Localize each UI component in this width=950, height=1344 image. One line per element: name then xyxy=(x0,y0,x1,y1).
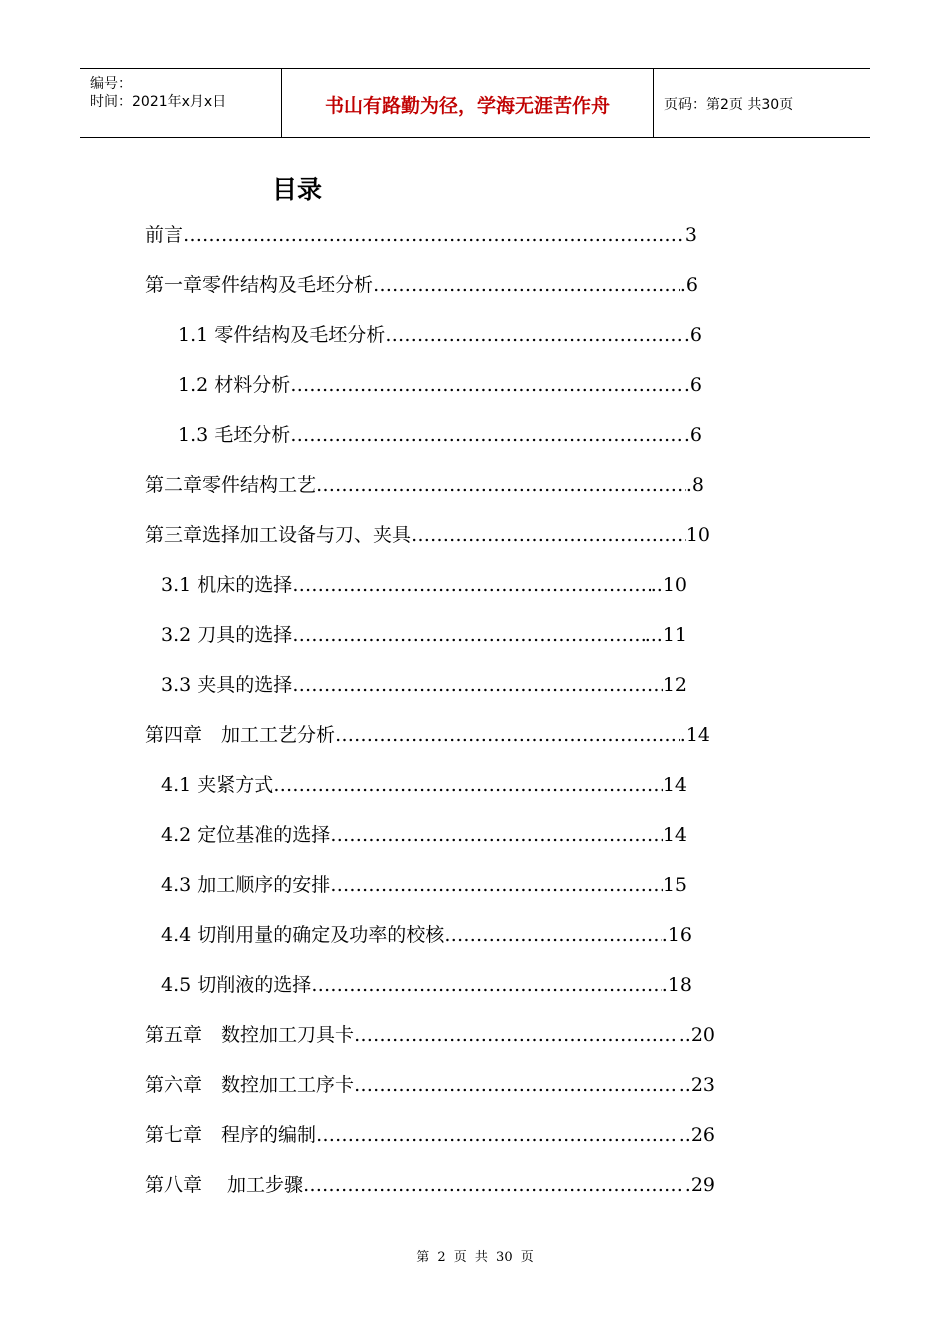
toc-entry[interactable] xyxy=(161,870,687,900)
toc-entry-page: ..23 xyxy=(678,1074,715,1096)
toc-dot-leader xyxy=(444,924,662,946)
toc-entry-label: 1.3 毛坯分析 xyxy=(178,424,291,446)
toc-entry-page: .18 xyxy=(661,974,692,996)
toc-entry[interactable] xyxy=(145,720,710,750)
toc-dot-leader xyxy=(290,424,684,446)
toc-entry-page: 3 xyxy=(684,224,697,246)
toc-entry-label: 第二章零件结构工艺 xyxy=(145,474,317,496)
toc-dot-leader xyxy=(303,1174,685,1196)
toc-entry-page: .6 xyxy=(683,324,702,346)
page-footer: 第 2 页 共 30 页 xyxy=(416,1250,534,1265)
toc-title: 目录 xyxy=(272,175,323,204)
toc-entry[interactable] xyxy=(145,270,698,300)
toc-entry-label: 第四章 加工工艺分析 xyxy=(145,724,336,746)
toc-entry[interactable] xyxy=(161,920,692,950)
toc-dot-leader xyxy=(292,624,644,646)
toc-dot-leader xyxy=(385,324,684,346)
toc-entry-page: ..20 xyxy=(678,1024,715,1046)
toc-entry[interactable] xyxy=(145,470,704,500)
toc-entry[interactable] xyxy=(161,820,687,850)
toc-entry[interactable] xyxy=(161,620,687,650)
page-header xyxy=(80,68,870,138)
toc-entry-page: 14 xyxy=(662,774,687,796)
toc-entry-label: 3.3 夹具的选择 xyxy=(161,674,293,696)
toc-entry-page: ..10 xyxy=(650,574,687,596)
toc-entry[interactable] xyxy=(178,420,702,450)
toc-dot-leader xyxy=(311,974,662,996)
toc-entry-label: 4.4 切削用量的确定及功率的校核 xyxy=(161,924,445,946)
toc-entry-page: .16 xyxy=(661,924,692,946)
toc-entry[interactable] xyxy=(145,520,710,550)
toc-entry[interactable] xyxy=(161,770,687,800)
toc-entry-page: 15 xyxy=(662,874,687,896)
toc-dot-leader xyxy=(273,774,663,796)
toc-dot-leader xyxy=(330,874,663,896)
toc-entry[interactable] xyxy=(161,570,687,600)
toc-entry-page: .29 xyxy=(684,1174,715,1196)
toc-entry-page: .6 xyxy=(679,274,698,296)
header-left-cell xyxy=(80,69,282,137)
toc-entry-page: .8 xyxy=(685,474,704,496)
toc-entry-page: 12 xyxy=(662,674,687,696)
toc-entry-label: 第五章 数控加工刀具卡 xyxy=(145,1024,355,1046)
toc-entry-label: 第八章 加工步骤 xyxy=(145,1174,304,1196)
toc-dot-leader xyxy=(335,724,680,746)
toc-entry[interactable] xyxy=(145,1070,715,1100)
toc-dot-leader xyxy=(292,574,650,596)
toc-entry-label: 3.1 机床的选择 xyxy=(161,574,293,596)
toc-entry-label: 第七章 程序的编制 xyxy=(145,1124,317,1146)
header-right-cell xyxy=(654,69,870,137)
toc-entry-page: ...11 xyxy=(644,624,687,646)
header-middle-cell xyxy=(282,69,654,137)
toc-entry-page: ..26 xyxy=(678,1124,715,1146)
toc-dot-leader xyxy=(316,1124,679,1146)
toc-entry-label: 4.3 加工顺序的安排 xyxy=(161,874,331,896)
toc-dot-leader xyxy=(316,474,686,496)
toc-entry-page: 10 xyxy=(685,524,710,546)
toc-dot-leader xyxy=(373,274,680,296)
toc-entry-page: .14 xyxy=(679,724,710,746)
toc-entry-label: 3.2 刀具的选择 xyxy=(161,624,293,646)
toc-dot-leader xyxy=(292,674,663,696)
toc-entry[interactable] xyxy=(178,370,702,400)
toc-entry[interactable] xyxy=(145,1020,715,1050)
toc-dot-leader xyxy=(354,1074,679,1096)
toc-entry-label: 第一章零件结构及毛坯分析 xyxy=(145,274,374,296)
toc-dot-leader xyxy=(183,224,685,246)
toc-entry-label: 4.1 夹紧方式 xyxy=(161,774,274,796)
document-time-label: 时间：2021年x月x日 xyxy=(90,94,227,110)
toc-entry[interactable] xyxy=(178,320,702,350)
toc-entry-label: 第三章选择加工设备与刀、夹具 xyxy=(145,524,412,546)
toc-entry-page: 14 xyxy=(662,824,687,846)
toc-entry-page: .6 xyxy=(683,424,702,446)
toc-dot-leader xyxy=(290,374,684,396)
toc-entry-label: 前言 xyxy=(145,224,184,246)
toc-dot-leader xyxy=(354,1024,679,1046)
toc-entry-page: .6 xyxy=(683,374,702,396)
toc-entry[interactable] xyxy=(161,970,692,1000)
toc-dot-leader xyxy=(330,824,663,846)
header-page-info: 页码：第2页 共30页 xyxy=(664,97,794,113)
toc-entry-label: 4.5 切削液的选择 xyxy=(161,974,312,996)
document-number-label: 编号： xyxy=(90,76,132,92)
toc-entry[interactable] xyxy=(145,220,697,250)
toc-dot-leader xyxy=(411,524,686,546)
toc-entry[interactable] xyxy=(161,670,687,700)
toc-entry-label: 1.1 零件结构及毛坯分析 xyxy=(178,324,386,346)
toc-entry[interactable] xyxy=(145,1120,715,1150)
toc-entry-label: 第六章 数控加工工序卡 xyxy=(145,1074,355,1096)
toc-entry-label: 4.2 定位基准的选择 xyxy=(161,824,331,846)
header-motto: 书山有路勤为径，学海无涯苦作舟 xyxy=(324,95,610,117)
toc-entry-label: 1.2 材料分析 xyxy=(178,374,291,396)
toc-entry[interactable] xyxy=(145,1170,715,1200)
